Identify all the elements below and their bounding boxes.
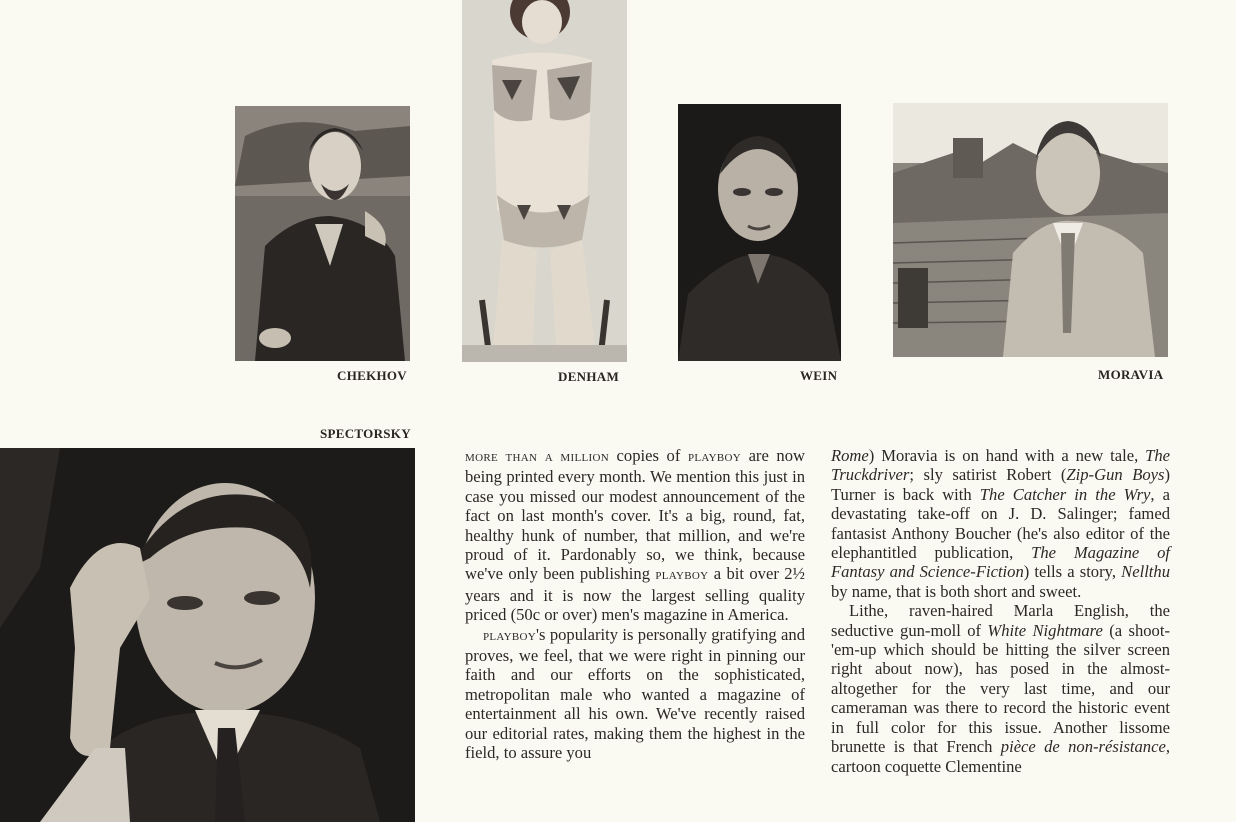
- paragraph: [831, 601, 1170, 776]
- brand-name: playboy: [655, 567, 709, 584]
- title-italic: Rome: [831, 446, 869, 465]
- text-column-right: [831, 446, 1170, 776]
- caption-denham: DENHAM: [558, 369, 620, 384]
- text-column-left: [465, 446, 805, 763]
- text-run: , a devastating take-off on J. D. Salinger; famed fantasist Anthony Boucher (he's also editor of the elephantitled publication,: [831, 484, 1170, 563]
- text-run: , cartoon coquette Clementine: [831, 737, 1170, 776]
- paragraph: [831, 446, 1170, 601]
- spectorsky-photo: [0, 448, 415, 822]
- caption-moravia: MORAVIA: [1098, 367, 1164, 382]
- title-italic: pièce de non-résistance: [1000, 737, 1166, 757]
- text-run: ) Moravia is on hand with a new tale,: [868, 446, 1146, 465]
- title-italic: Zip-Gun Boys: [1066, 465, 1165, 485]
- text-run: 's popularity is personally gratifying and proves, we feel, that we were right in pinning our faith and our efforts on the sophisticated, metropolitan male who wanted a magazine of entertainment all his own. We've recently raised our editorial rates, making them the highest in the field, to assure you: [465, 624, 805, 763]
- wein-photo: [678, 104, 841, 361]
- text-run: ) Turner is back with: [831, 465, 1170, 504]
- paragraph: [465, 625, 805, 763]
- title-italic: The Magazine of Fantasy and Science-Fiction: [831, 543, 1170, 582]
- brand-name: playboy: [687, 449, 741, 465]
- text-run: ) tells a story,: [1023, 562, 1122, 582]
- chekhov-photo: [235, 106, 410, 361]
- title-italic: The Catcher in the Wry: [979, 484, 1151, 504]
- text-run: copies of: [608, 446, 688, 465]
- text-run: Lithe, raven-haired Marla English, the seductive gun-moll of: [831, 601, 1170, 640]
- brand-name: playboy: [483, 627, 537, 644]
- caption-chekhov: CHEKHOV: [337, 368, 407, 383]
- moravia-photo: [893, 103, 1168, 357]
- paragraph: [465, 446, 805, 625]
- title-italic: The Truckdriver: [831, 446, 1170, 485]
- denham-photo: [462, 0, 627, 362]
- text-run: ; sly satirist Robert (: [909, 465, 1067, 485]
- text-run: by name, that is both short and sweet.: [831, 581, 1082, 601]
- title-italic: Nellthu: [1121, 562, 1171, 582]
- text-run: are now being printed every month. We mention this just in case you missed our modest announcement of the fact on last month's cover. It's a big, round, fat, healthy hunk of number, that million, and we're proud of it. Pardonably so, we think, because we've only been publishing: [465, 446, 805, 584]
- caption-spectorsky: SPECTORSKY: [320, 426, 411, 441]
- text-run: (a shoot-'em-up which should be hitting the silver screen right about now), has posed in the almost-altogether for the very last time, and our cameraman was there to record the historic event in full color for this issue. Another lissome brunette is that French: [831, 620, 1170, 757]
- text-run: a bit over 2½ years and it is now the largest selling quality priced (50c or over) men's magazine in America.: [465, 564, 805, 625]
- lead-in: more than a million: [465, 449, 609, 465]
- caption-wein: WEIN: [800, 368, 838, 383]
- title-italic: White Nightmare: [987, 620, 1103, 640]
